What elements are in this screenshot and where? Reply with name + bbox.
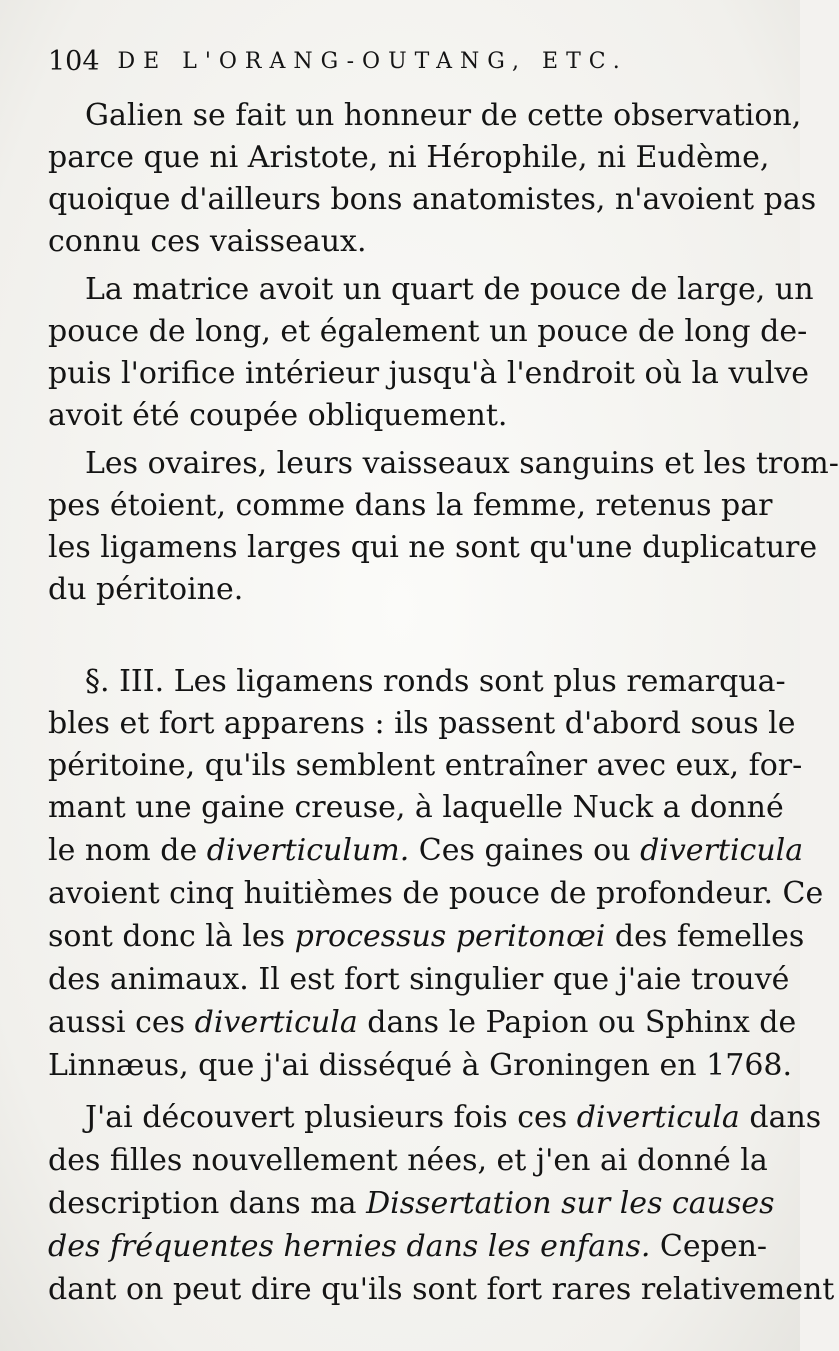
text-line: pes étoient, comme dans la femme, retenus par (48, 488, 773, 523)
text-line: quoique d'ailleurs bons anatomistes, n'avoient pas (48, 182, 817, 217)
page-number: 104 (48, 45, 100, 77)
text-line: description dans ma Dissertation sur les causes (48, 1186, 775, 1221)
text-line: des filles nouvellement nées, et j'en ai donné la (48, 1143, 768, 1178)
text-line: avoient cinq huitièmes de pouce de profondeur. Ce (48, 876, 824, 911)
text-line: Les ovaires, leurs vaisseaux sanguins et les trom- (85, 446, 839, 481)
text-line: péritoine, qu'ils semblent entraîner avec eux, for- (48, 748, 803, 783)
text-line: Linnæus, que j'ai disséqué à Groningen en 1768. (48, 1048, 793, 1083)
text-line: Galien se fait un honneur de cette observation, (85, 98, 802, 133)
text-line: bles et fort apparens : ils passent d'abord sous le (48, 706, 796, 741)
text-line: puis l'orifice intérieur jusqu'à l'endroit où la vulve (48, 356, 810, 391)
text-line: connu ces vaisseaux. (48, 224, 367, 259)
text-line: sont donc là les processus peritonœi des femelles (48, 919, 805, 954)
text-line: des fréquentes hernies dans les enfans. Cepen- (48, 1229, 768, 1264)
text-line: J'ai découvert plusieurs fois ces diverticula dans (85, 1100, 822, 1135)
text-line: des animaux. Il est fort singulier que j'aie trouvé (48, 962, 790, 997)
section-heading-line: §. III. Les ligamens ronds sont plus remarqua- (85, 664, 786, 699)
text-line: dant on peut dire qu'ils sont fort rares relativement (48, 1272, 835, 1307)
text-line: les ligamens larges qui ne sont qu'une duplicature (48, 530, 818, 565)
text-line: parce que ni Aristote, ni Hérophile, ni Eudème, (48, 140, 770, 175)
text-line: avoit été coupée obliquement. (48, 398, 508, 433)
text-line: mant une gaine creuse, à laquelle Nuck a donné (48, 790, 784, 825)
text-line: du péritoine. (48, 572, 244, 607)
text-line: pouce de long, et également un pouce de long de- (48, 314, 808, 349)
text-line: aussi ces diverticula dans le Papion ou Sphinx de (48, 1005, 797, 1040)
text-line: le nom de diverticulum. Ces gaines ou diverticula (48, 833, 804, 868)
text-line: La matrice avoit un quart de pouce de large, un (85, 272, 814, 307)
running-header (48, 38, 748, 84)
running-title: DE L'ORANG-OUTANG, ETC. (117, 48, 628, 74)
